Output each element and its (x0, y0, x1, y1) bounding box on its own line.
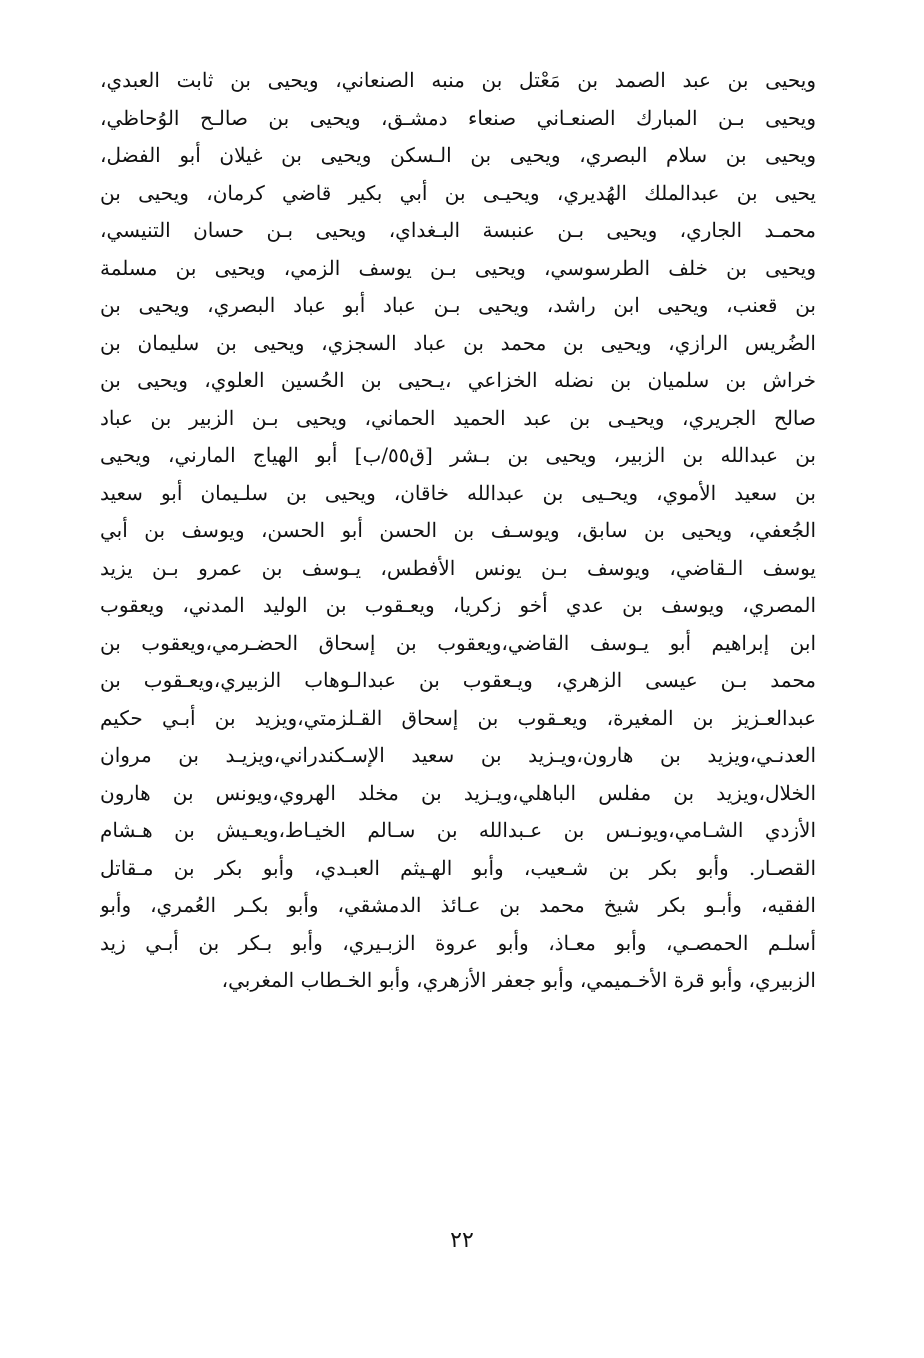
text-line: محمـد الجاري، ويحيى بـن عنبسة البـغداي، ويحيى بـن حسان التنيسي، (100, 218, 816, 242)
body-text (100, 62, 816, 1000)
text-line: الفقيه، وأبـو بكر شيخ محمد بن عـائذ الدمشقي، وأبو بكـر العُمري، وأبو (100, 893, 816, 917)
text-line: ويحيى بـن المبارك الصنعـاني صنعاء دمشـق، ويحيى بن صالـح الوُحاظي، (100, 105, 816, 130)
text-line: ويحيى بن عبد الصمد بن مَعْتل بن منبه الصنعاني، ويحيى بن ثابت العبدي، (100, 68, 816, 92)
text-line: الضُريس الرازي، ويحيى بن محمد بن عباد السجزي، ويحيى بن سليمان بن (100, 330, 816, 355)
text-line: الزبيري، وأبو قرة الأخـميمي، وأبو جعفر الأزهري، وأبو الخـطاب المغربي، (221, 968, 816, 992)
text-line: بن قعنب، ويحيى ابن راشد، ويحيى بـن عباد أبو عباد البصري، ويحيى بن (100, 293, 816, 317)
text-line: عبدالعـزيز بن المغيرة، ويعـقوب بن إسحاق القـلزمتي،ويزيد بن أبـي حكيم (100, 705, 816, 730)
text-line: يوسف الـقاضي، ويوسف بـن يونس الأفطس، يـوسف بن عمرو بـن يزيد (100, 555, 816, 580)
text-line: ويحيى بن سلام البصري، ويحيى بن الـسكن ويحيى بن غيلان أبو الفضل، (100, 143, 816, 167)
text-line: بن عبدالله بن الزبير، ويحيى بن بـشر [ق٥٥/ب] أبو الهياج المارني، ويحيى (100, 443, 816, 467)
text-line: الأزدي الشـامي،ويونـس بن عـبدالله بن سـالم الخيـاط،ويعـيش بن هـشام (100, 818, 816, 842)
text-line: يحيى بن عبدالملك الهُديري، ويحيـى بن أبي بكير قاضي كرمان، ويحيى بن (100, 180, 816, 205)
text-line: ويحيى بن خلف الطرسوسي، ويحيى بـن يوسف الزمي، ويحيى بن مسلمة (100, 255, 816, 280)
text-line: بن سعيد الأموي، ويحـيى بن عبدالله خاقان، ويحيى بن سلـيمان أبو سعيد (100, 480, 816, 505)
text-line: العدنـي،ويزيد بن هارون،ويـزيد بن سعيد الإسـكندراني،ويزيـد بن مروان (100, 743, 816, 767)
page-number: ٢٢ (450, 1228, 474, 1253)
text-line: محمد بـن عيسى الزهري، ويـعقوب بن عبدالـوهاب الزبيري،ويعـقوب بن (100, 668, 816, 692)
text-line: صالح الجريري، ويحيـى بن عبد الحميد الحماني، ويحيى بـن الزبير بن عباد (100, 405, 816, 430)
text-line: أسلـم الحمصـي، وأبو معـاذ، وأبو عروة الزبـيري، وأبو بـكر بن أبـي زيد (100, 930, 816, 955)
text-line: ابن إبراهيم أبو يـوسف القاضي،ويعقوب بن إسحاق الحضـرمي،ويعقوب بن (100, 630, 816, 655)
text-line: الجُعفي، ويحيى بن سابق، ويوسـف بن الحسن أبو الحسن، ويوسف بن أبي (100, 518, 816, 542)
text-line: المصري، ويوسف بن عدي أخو زكريا، ويعـقوب بن الوليد المدني، ويعقوب (100, 593, 816, 617)
text-line: خراش بن سلميان بن نضله الخزاعي ،يـحيى بن الحُسين العلوي، ويحيى بن (100, 368, 816, 392)
text-line: القصـار. وأبو بكر بن شـعيب، وأبو الهـيثم العبـدي، وأبو بكر بن مـقاتل (100, 855, 816, 880)
text-line: الخلال،ويزيد بن مفلس الباهلي،ويـزيد بن مخلد الهروي،ويونس بن هارون (100, 780, 816, 805)
